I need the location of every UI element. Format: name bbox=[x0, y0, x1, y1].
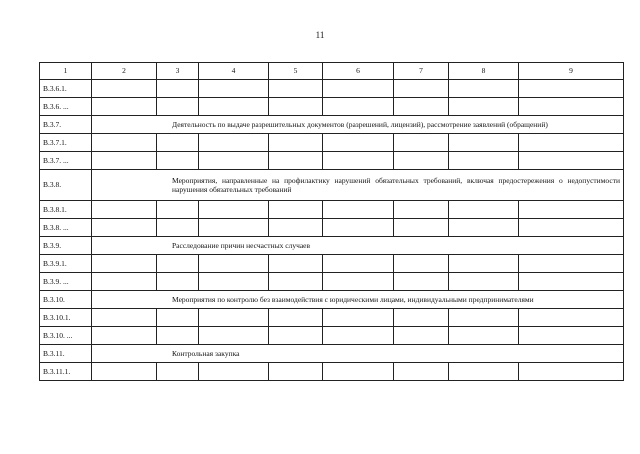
empty-cell bbox=[449, 98, 519, 116]
section-row bbox=[40, 170, 624, 201]
empty-cell bbox=[269, 327, 323, 345]
empty-cell bbox=[157, 273, 199, 291]
column-header: 7 bbox=[394, 63, 449, 80]
table-row bbox=[40, 327, 624, 345]
row-code: В.3.11.1. bbox=[40, 363, 92, 381]
section-row bbox=[40, 345, 624, 363]
table-row bbox=[40, 80, 624, 98]
empty-cell bbox=[519, 219, 624, 237]
row-code: В.3.6.1. bbox=[40, 80, 92, 98]
column-header: 8 bbox=[449, 63, 519, 80]
table-row bbox=[40, 309, 624, 327]
section-title: Мероприятия, направленные на профилактику нарушений обязательных требований, включая предостережения о недопустимости нарушения обязательных требований bbox=[92, 170, 624, 201]
empty-cell bbox=[269, 363, 323, 381]
row-code: В.3.7.1. bbox=[40, 134, 92, 152]
empty-cell bbox=[449, 273, 519, 291]
empty-cell bbox=[519, 363, 624, 381]
column-header: 2 bbox=[92, 63, 157, 80]
empty-cell bbox=[519, 134, 624, 152]
empty-cell bbox=[199, 98, 269, 116]
empty-cell bbox=[323, 255, 394, 273]
empty-cell bbox=[157, 219, 199, 237]
empty-cell bbox=[157, 255, 199, 273]
empty-cell bbox=[199, 152, 269, 170]
empty-cell bbox=[394, 80, 449, 98]
column-header: 3 bbox=[157, 63, 199, 80]
empty-cell bbox=[269, 152, 323, 170]
empty-cell bbox=[449, 363, 519, 381]
table-row bbox=[40, 134, 624, 152]
empty-cell bbox=[157, 80, 199, 98]
section-title: Мероприятия по контролю без взаимодействия с юридическими лицами, индивидуальными предпринимателями bbox=[92, 291, 624, 309]
column-header: 9 bbox=[519, 63, 624, 80]
empty-cell bbox=[323, 363, 394, 381]
empty-cell bbox=[394, 363, 449, 381]
table-row bbox=[40, 152, 624, 170]
empty-cell bbox=[323, 219, 394, 237]
row-code: В.3.10.1. bbox=[40, 309, 92, 327]
row-code: В.3.10. ... bbox=[40, 327, 92, 345]
empty-cell bbox=[92, 255, 157, 273]
empty-cell bbox=[199, 363, 269, 381]
table-row bbox=[40, 98, 624, 116]
empty-cell bbox=[199, 80, 269, 98]
empty-cell bbox=[394, 98, 449, 116]
empty-cell bbox=[269, 134, 323, 152]
empty-cell bbox=[519, 273, 624, 291]
column-header: 1 bbox=[40, 63, 92, 80]
empty-cell bbox=[394, 255, 449, 273]
empty-cell bbox=[394, 273, 449, 291]
empty-cell bbox=[92, 327, 157, 345]
empty-cell bbox=[519, 309, 624, 327]
empty-cell bbox=[92, 80, 157, 98]
empty-cell bbox=[92, 152, 157, 170]
empty-cell bbox=[323, 309, 394, 327]
empty-cell bbox=[449, 327, 519, 345]
empty-cell bbox=[269, 219, 323, 237]
page-number: 11 bbox=[315, 30, 325, 40]
header-row bbox=[40, 63, 624, 80]
row-code: В.3.7. ... bbox=[40, 152, 92, 170]
empty-cell bbox=[199, 134, 269, 152]
empty-cell bbox=[92, 201, 157, 219]
empty-cell bbox=[449, 219, 519, 237]
empty-cell bbox=[449, 255, 519, 273]
table-row bbox=[40, 273, 624, 291]
section-title: Деятельность по выдаче разрешительных документов (разрешений, лицензий), рассмотрение заявлений (обращений) bbox=[92, 116, 624, 134]
row-code: В.3.8.1. bbox=[40, 201, 92, 219]
report-table bbox=[39, 62, 624, 381]
column-header: 4 bbox=[199, 63, 269, 80]
empty-cell bbox=[394, 201, 449, 219]
empty-cell bbox=[199, 255, 269, 273]
empty-cell bbox=[519, 255, 624, 273]
empty-cell bbox=[269, 309, 323, 327]
empty-cell bbox=[394, 134, 449, 152]
empty-cell bbox=[449, 152, 519, 170]
empty-cell bbox=[269, 201, 323, 219]
empty-cell bbox=[157, 309, 199, 327]
empty-cell bbox=[199, 309, 269, 327]
section-row bbox=[40, 291, 624, 309]
empty-cell bbox=[92, 363, 157, 381]
row-code: В.3.11. bbox=[40, 345, 92, 363]
row-code: В.3.6. ... bbox=[40, 98, 92, 116]
empty-cell bbox=[449, 134, 519, 152]
column-header: 6 bbox=[323, 63, 394, 80]
empty-cell bbox=[92, 134, 157, 152]
empty-cell bbox=[92, 309, 157, 327]
row-code: В.3.9. bbox=[40, 237, 92, 255]
empty-cell bbox=[323, 152, 394, 170]
empty-cell bbox=[323, 273, 394, 291]
empty-cell bbox=[519, 152, 624, 170]
empty-cell bbox=[199, 219, 269, 237]
empty-cell bbox=[92, 219, 157, 237]
empty-cell bbox=[269, 98, 323, 116]
empty-cell bbox=[323, 98, 394, 116]
empty-cell bbox=[323, 201, 394, 219]
empty-cell bbox=[519, 201, 624, 219]
empty-cell bbox=[394, 152, 449, 170]
table-row bbox=[40, 219, 624, 237]
column-header: 5 bbox=[269, 63, 323, 80]
section-title: Расследование причин несчастных случаев bbox=[92, 237, 624, 255]
empty-cell bbox=[157, 134, 199, 152]
empty-cell bbox=[157, 327, 199, 345]
empty-cell bbox=[92, 273, 157, 291]
empty-cell bbox=[157, 363, 199, 381]
empty-cell bbox=[269, 80, 323, 98]
empty-cell bbox=[323, 134, 394, 152]
empty-cell bbox=[519, 98, 624, 116]
section-row bbox=[40, 237, 624, 255]
row-code: В.3.8. bbox=[40, 170, 92, 201]
empty-cell bbox=[157, 98, 199, 116]
row-code: В.3.7. bbox=[40, 116, 92, 134]
row-code: В.3.9.1. bbox=[40, 255, 92, 273]
row-code: В.3.8. ... bbox=[40, 219, 92, 237]
table-row bbox=[40, 363, 624, 381]
empty-cell bbox=[323, 327, 394, 345]
empty-cell bbox=[449, 80, 519, 98]
empty-cell bbox=[519, 80, 624, 98]
empty-cell bbox=[449, 201, 519, 219]
section-title: Контрольная закупка bbox=[92, 345, 624, 363]
empty-cell bbox=[449, 309, 519, 327]
empty-cell bbox=[157, 152, 199, 170]
empty-cell bbox=[269, 255, 323, 273]
empty-cell bbox=[199, 201, 269, 219]
empty-cell bbox=[519, 327, 624, 345]
empty-cell bbox=[323, 80, 394, 98]
table-row bbox=[40, 201, 624, 219]
section-row bbox=[40, 116, 624, 134]
empty-cell bbox=[92, 98, 157, 116]
empty-cell bbox=[199, 273, 269, 291]
table-row bbox=[40, 255, 624, 273]
empty-cell bbox=[269, 273, 323, 291]
empty-cell bbox=[394, 219, 449, 237]
empty-cell bbox=[394, 327, 449, 345]
row-code: В.3.10. bbox=[40, 291, 92, 309]
empty-cell bbox=[157, 201, 199, 219]
empty-cell bbox=[199, 327, 269, 345]
empty-cell bbox=[394, 309, 449, 327]
row-code: В.3.9. ... bbox=[40, 273, 92, 291]
